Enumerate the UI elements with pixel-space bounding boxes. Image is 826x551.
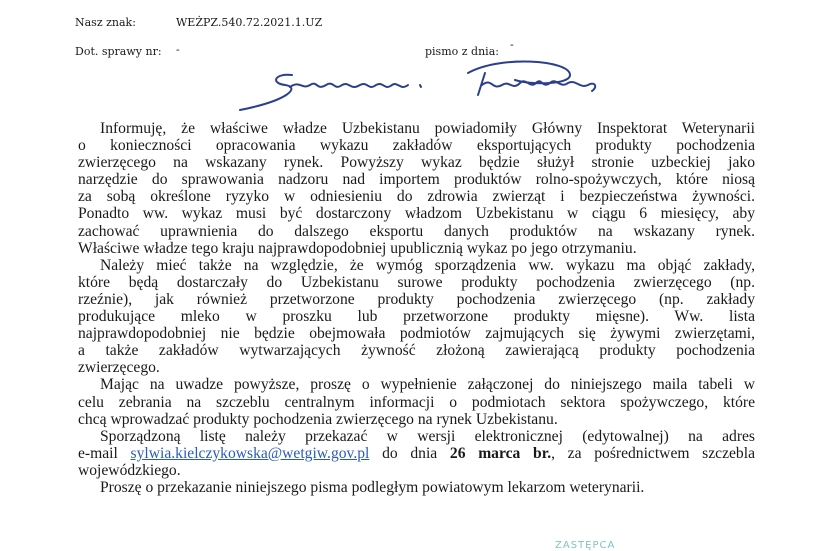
paragraph-1	[78, 120, 755, 257]
paragraph-3	[78, 376, 755, 427]
stamp-text: ZASTĘPCA	[555, 540, 616, 551]
text-line: Sporządzoną listę należy przekazać w wersji elektronicznej (edytowalnej) na adres	[100, 427, 755, 445]
text-line: zachować uprawnienia do dalszego eksportu danych produktów na wskazany rynek.	[78, 222, 755, 240]
deadline-suffix: , za pośrednictwem szczebla	[551, 444, 755, 462]
text-line: Ponadto ww. wykaz musi być dostarczony władzom Uzbekistanu w ciągu 6 miesięcy, aby	[78, 205, 755, 223]
text-line: rzeźnie), jak również przetworzone produkty pochodzenia zwierzęcego (np. zakłady	[78, 290, 755, 308]
handwritten-salutation	[230, 55, 630, 115]
text-line: wojewódzkiego.	[78, 461, 181, 479]
deadline: 26 marca br.	[449, 444, 552, 462]
text-line: zwierzęcego na wskazany rynek. Powyższy wykaz będzie służył stronie uzbeckiej jako	[78, 154, 755, 172]
text-line: Należy mieć także na względzie, że wymóg sporządzenia ww. wykazu ma objąć zakłady,	[100, 256, 755, 274]
text-line: Informuję, że właściwe władze Uzbekistanu powiadomiły Główny Inspektorat Weterynarii	[100, 120, 755, 137]
text-line: o konieczności opracowania wykazu zakładów eksportujących produkty pochodzenia	[78, 137, 755, 155]
letter-body	[78, 120, 755, 496]
text-line: narzędzie do sprawowania nadzoru nad importem produktów rolno-spożywczych, które niosą	[78, 171, 755, 189]
text-line: które będą dostarczały do Uzbekistanu surowe produkty pochodzenia zwierzęcego (np.	[78, 273, 755, 291]
email-link[interactable]: sylwia.kielczykowska@wetgiw.gov.pl	[130, 444, 370, 462]
deadline-prefix: do dnia	[369, 444, 450, 462]
letter-date-value: -	[510, 38, 514, 51]
paragraph-2	[78, 257, 755, 377]
text-line: za sobą określone ryzyko w odniesieniu do zdrowia zwierząt i bezpieczeństwa żywności.	[78, 188, 755, 206]
text-line	[78, 445, 755, 462]
our-ref-label: Nasz znak:	[75, 16, 136, 29]
letter-date-label: pismo z dnia:	[425, 45, 499, 58]
paragraph-4	[78, 428, 755, 479]
text-line: chcą wprowadzać produkty pochodzenia zwierzęcego na rynek Uzbekistanu.	[78, 410, 558, 428]
email-prefix: e-mail	[78, 444, 131, 462]
text-line: Właściwe władze tego kraju najprawdopodobniej upublicznią wykaz po jego otrzymaniu.	[78, 239, 637, 257]
text-line: produkujące mleko w proszku lub przetworzone produkty mięsne). Ww. lista	[78, 308, 755, 326]
text-line: zwierzęcego.	[78, 359, 160, 377]
our-ref-value: WEŻPZ.540.72.2021.1.UZ	[176, 16, 323, 29]
text-line: a także zakładów wytwarzających żywność złożoną zawierającą produkty pochodzenia	[78, 342, 755, 360]
paragraph-5	[78, 479, 755, 496]
text-line: Mając na uwadze powyższe, proszę o wypełnienie załączonej do niniejszego maila tabeli w	[100, 376, 755, 394]
text-line: Proszę o przekazanie niniejszego pisma podległym powiatowym lekarzom weterynarii.	[100, 478, 645, 496]
text-line: celu zebrania na szczeblu centralnym informacji o podmiotach sektora spożywczego, które	[78, 393, 755, 411]
case-number-label: Dot. sprawy nr:	[75, 45, 162, 58]
text-line: najprawdopodobniej nie będzie obejmowała podmiotów zajmujących się żywymi zwierzętami,	[78, 325, 755, 343]
case-number-value: -	[176, 43, 180, 56]
